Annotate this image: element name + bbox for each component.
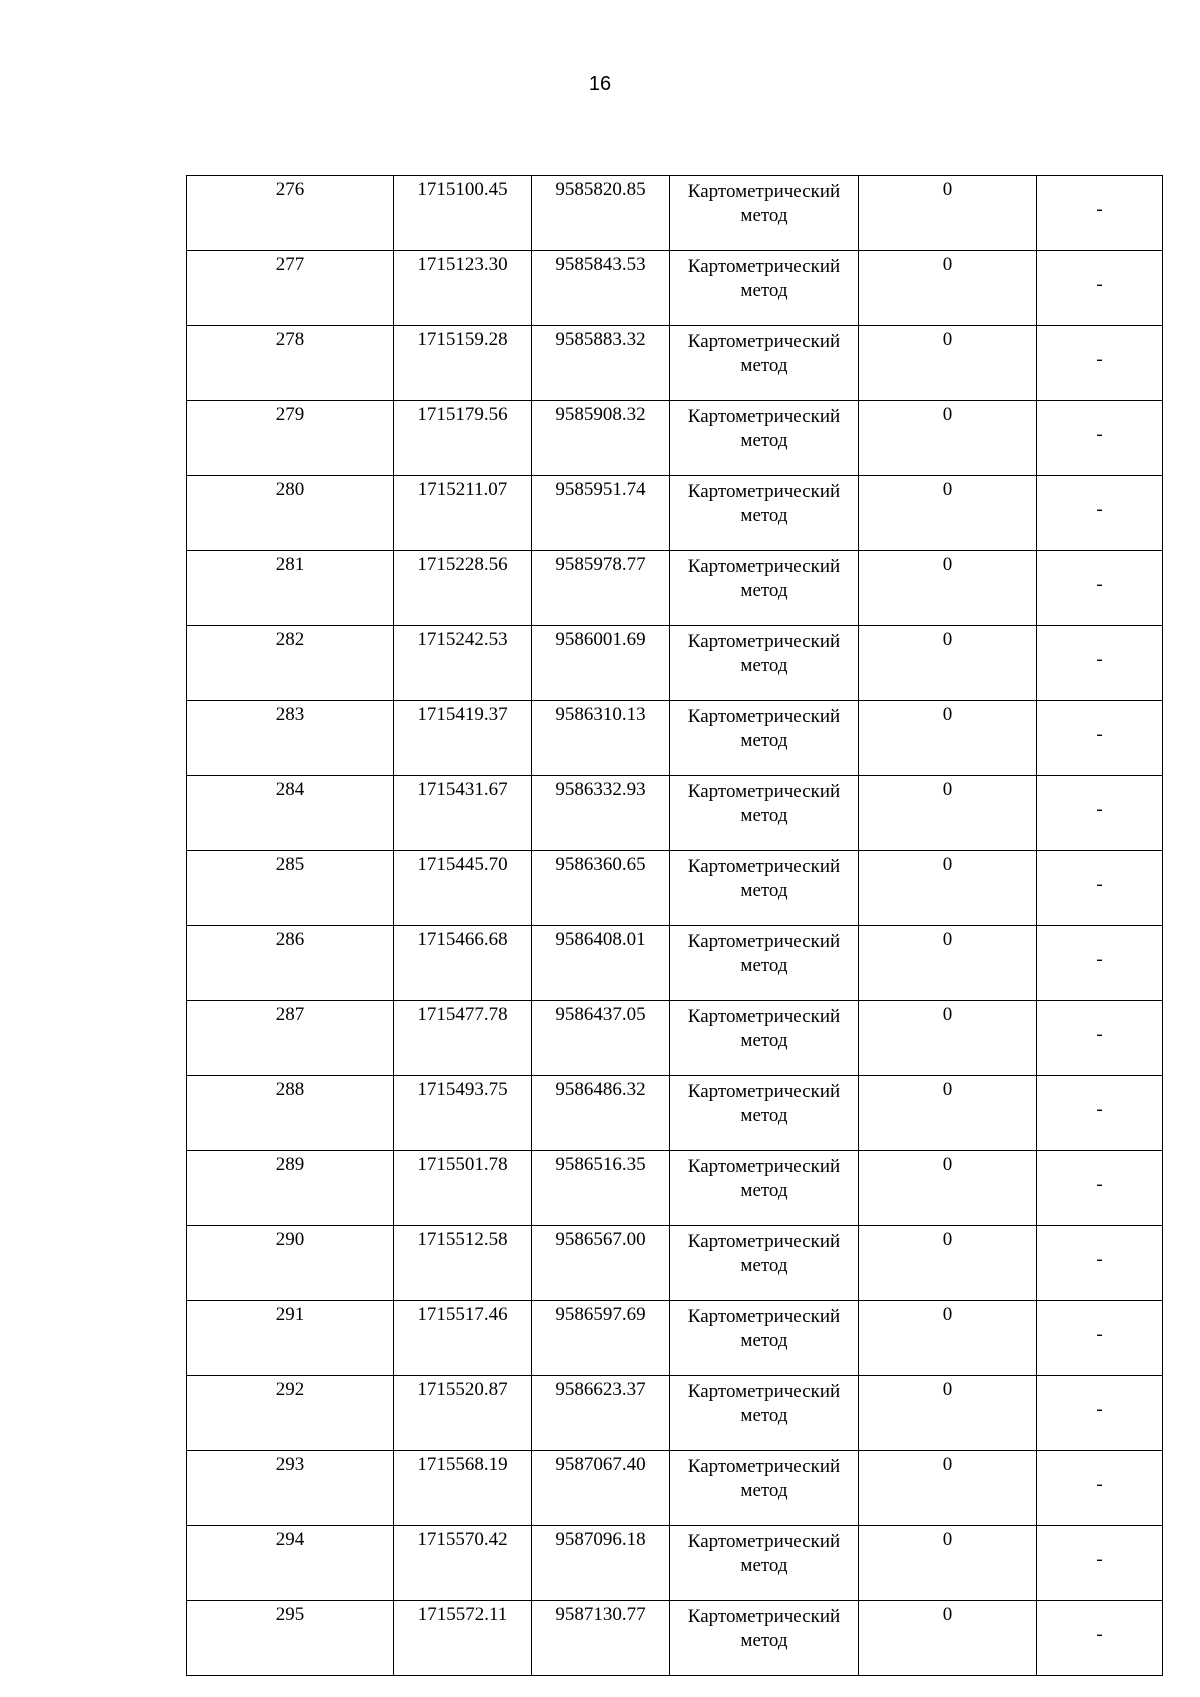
y-coordinate-cell: 9586623.37: [532, 1376, 670, 1451]
table-row: [187, 1451, 1163, 1526]
y-coordinate-cell: 9586360.65: [532, 851, 670, 926]
y-coordinate-cell: 9587130.77: [532, 1601, 670, 1676]
point-number-cell: 287: [187, 1001, 394, 1076]
error-cell: 0: [859, 1001, 1037, 1076]
error-cell: 0: [859, 326, 1037, 401]
note-cell: -: [1037, 1451, 1163, 1526]
x-coordinate-cell: 1715431.67: [394, 776, 532, 851]
method-cell: Картометрический метод: [670, 326, 859, 401]
point-number-cell: 281: [187, 551, 394, 626]
method-cell: Картометрический метод: [670, 1601, 859, 1676]
method-cell: Картометрический метод: [670, 176, 859, 251]
point-number-cell: 294: [187, 1526, 394, 1601]
error-cell: 0: [859, 1526, 1037, 1601]
error-cell: 0: [859, 176, 1037, 251]
point-number-cell: 291: [187, 1301, 394, 1376]
note-cell: -: [1037, 626, 1163, 701]
note-cell: -: [1037, 1376, 1163, 1451]
coordinates-table: [186, 175, 1163, 1676]
note-cell: -: [1037, 176, 1163, 251]
x-coordinate-cell: 1715568.19: [394, 1451, 532, 1526]
table-row: [187, 1001, 1163, 1076]
table-row: [187, 1301, 1163, 1376]
point-number-cell: 276: [187, 176, 394, 251]
table-row: [187, 926, 1163, 1001]
error-cell: 0: [859, 401, 1037, 476]
x-coordinate-cell: 1715211.07: [394, 476, 532, 551]
x-coordinate-cell: 1715179.56: [394, 401, 532, 476]
table-row: [187, 551, 1163, 626]
error-cell: 0: [859, 1076, 1037, 1151]
y-coordinate-cell: 9587096.18: [532, 1526, 670, 1601]
table-row: [187, 476, 1163, 551]
table-row: [187, 626, 1163, 701]
error-cell: 0: [859, 701, 1037, 776]
y-coordinate-cell: 9586001.69: [532, 626, 670, 701]
error-cell: 0: [859, 1376, 1037, 1451]
error-cell: 0: [859, 776, 1037, 851]
y-coordinate-cell: 9585843.53: [532, 251, 670, 326]
error-cell: 0: [859, 476, 1037, 551]
y-coordinate-cell: 9585820.85: [532, 176, 670, 251]
method-cell: Картометрический метод: [670, 1376, 859, 1451]
y-coordinate-cell: 9586310.13: [532, 701, 670, 776]
note-cell: -: [1037, 1301, 1163, 1376]
method-cell: Картометрический метод: [670, 926, 859, 1001]
point-number-cell: 290: [187, 1226, 394, 1301]
note-cell: -: [1037, 1526, 1163, 1601]
y-coordinate-cell: 9585883.32: [532, 326, 670, 401]
table-row: [187, 326, 1163, 401]
table-row: [187, 776, 1163, 851]
note-cell: -: [1037, 851, 1163, 926]
error-cell: 0: [859, 1226, 1037, 1301]
y-coordinate-cell: 9586486.32: [532, 1076, 670, 1151]
method-cell: Картометрический метод: [670, 1226, 859, 1301]
x-coordinate-cell: 1715520.87: [394, 1376, 532, 1451]
x-coordinate-cell: 1715572.11: [394, 1601, 532, 1676]
note-cell: -: [1037, 926, 1163, 1001]
x-coordinate-cell: 1715242.53: [394, 626, 532, 701]
coordinates-table-body: [187, 176, 1163, 1676]
point-number-cell: 289: [187, 1151, 394, 1226]
note-cell: -: [1037, 251, 1163, 326]
method-cell: Картометрический метод: [670, 1301, 859, 1376]
method-cell: Картометрический метод: [670, 1451, 859, 1526]
x-coordinate-cell: 1715159.28: [394, 326, 532, 401]
table-row: [187, 1226, 1163, 1301]
page-number: 16: [588, 73, 612, 95]
error-cell: 0: [859, 851, 1037, 926]
method-cell: Картометрический метод: [670, 551, 859, 626]
table-row: [187, 1151, 1163, 1226]
point-number-cell: 293: [187, 1451, 394, 1526]
error-cell: 0: [859, 926, 1037, 1001]
point-number-cell: 280: [187, 476, 394, 551]
point-number-cell: 288: [187, 1076, 394, 1151]
method-cell: Картометрический метод: [670, 851, 859, 926]
x-coordinate-cell: 1715493.75: [394, 1076, 532, 1151]
y-coordinate-cell: 9586597.69: [532, 1301, 670, 1376]
note-cell: -: [1037, 1601, 1163, 1676]
error-cell: 0: [859, 1451, 1037, 1526]
point-number-cell: 286: [187, 926, 394, 1001]
table-row: [187, 1376, 1163, 1451]
point-number-cell: 279: [187, 401, 394, 476]
x-coordinate-cell: 1715477.78: [394, 1001, 532, 1076]
error-cell: 0: [859, 626, 1037, 701]
x-coordinate-cell: 1715517.46: [394, 1301, 532, 1376]
point-number-cell: 278: [187, 326, 394, 401]
x-coordinate-cell: 1715512.58: [394, 1226, 532, 1301]
note-cell: -: [1037, 701, 1163, 776]
table-row: [187, 251, 1163, 326]
note-cell: -: [1037, 401, 1163, 476]
x-coordinate-cell: 1715466.68: [394, 926, 532, 1001]
method-cell: Картометрический метод: [670, 401, 859, 476]
method-cell: Картометрический метод: [670, 251, 859, 326]
y-coordinate-cell: 9586332.93: [532, 776, 670, 851]
method-cell: Картометрический метод: [670, 1526, 859, 1601]
x-coordinate-cell: 1715100.45: [394, 176, 532, 251]
error-cell: 0: [859, 251, 1037, 326]
note-cell: -: [1037, 776, 1163, 851]
note-cell: -: [1037, 1226, 1163, 1301]
point-number-cell: 277: [187, 251, 394, 326]
point-number-cell: 285: [187, 851, 394, 926]
error-cell: 0: [859, 551, 1037, 626]
point-number-cell: 295: [187, 1601, 394, 1676]
method-cell: Картометрический метод: [670, 776, 859, 851]
x-coordinate-cell: 1715570.42: [394, 1526, 532, 1601]
point-number-cell: 282: [187, 626, 394, 701]
x-coordinate-cell: 1715123.30: [394, 251, 532, 326]
x-coordinate-cell: 1715445.70: [394, 851, 532, 926]
method-cell: Картометрический метод: [670, 1076, 859, 1151]
table-row: [187, 851, 1163, 926]
method-cell: Картометрический метод: [670, 701, 859, 776]
x-coordinate-cell: 1715501.78: [394, 1151, 532, 1226]
note-cell: -: [1037, 326, 1163, 401]
error-cell: 0: [859, 1151, 1037, 1226]
method-cell: Картометрический метод: [670, 1001, 859, 1076]
note-cell: -: [1037, 476, 1163, 551]
y-coordinate-cell: 9586516.35: [532, 1151, 670, 1226]
y-coordinate-cell: 9585978.77: [532, 551, 670, 626]
method-cell: Картометрический метод: [670, 1151, 859, 1226]
error-cell: 0: [859, 1301, 1037, 1376]
y-coordinate-cell: 9586437.05: [532, 1001, 670, 1076]
table-row: [187, 176, 1163, 251]
point-number-cell: 292: [187, 1376, 394, 1451]
error-cell: 0: [859, 1601, 1037, 1676]
x-coordinate-cell: 1715419.37: [394, 701, 532, 776]
point-number-cell: 284: [187, 776, 394, 851]
table-row: [187, 401, 1163, 476]
table-row: [187, 1526, 1163, 1601]
x-coordinate-cell: 1715228.56: [394, 551, 532, 626]
y-coordinate-cell: 9585908.32: [532, 401, 670, 476]
method-cell: Картометрический метод: [670, 626, 859, 701]
table-row: [187, 1601, 1163, 1676]
point-number-cell: 283: [187, 701, 394, 776]
y-coordinate-cell: 9587067.40: [532, 1451, 670, 1526]
method-cell: Картометрический метод: [670, 476, 859, 551]
note-cell: -: [1037, 1151, 1163, 1226]
note-cell: -: [1037, 1001, 1163, 1076]
y-coordinate-cell: 9586408.01: [532, 926, 670, 1001]
table-row: [187, 1076, 1163, 1151]
y-coordinate-cell: 9585951.74: [532, 476, 670, 551]
note-cell: -: [1037, 1076, 1163, 1151]
note-cell: -: [1037, 551, 1163, 626]
table-row: [187, 701, 1163, 776]
y-coordinate-cell: 9586567.00: [532, 1226, 670, 1301]
